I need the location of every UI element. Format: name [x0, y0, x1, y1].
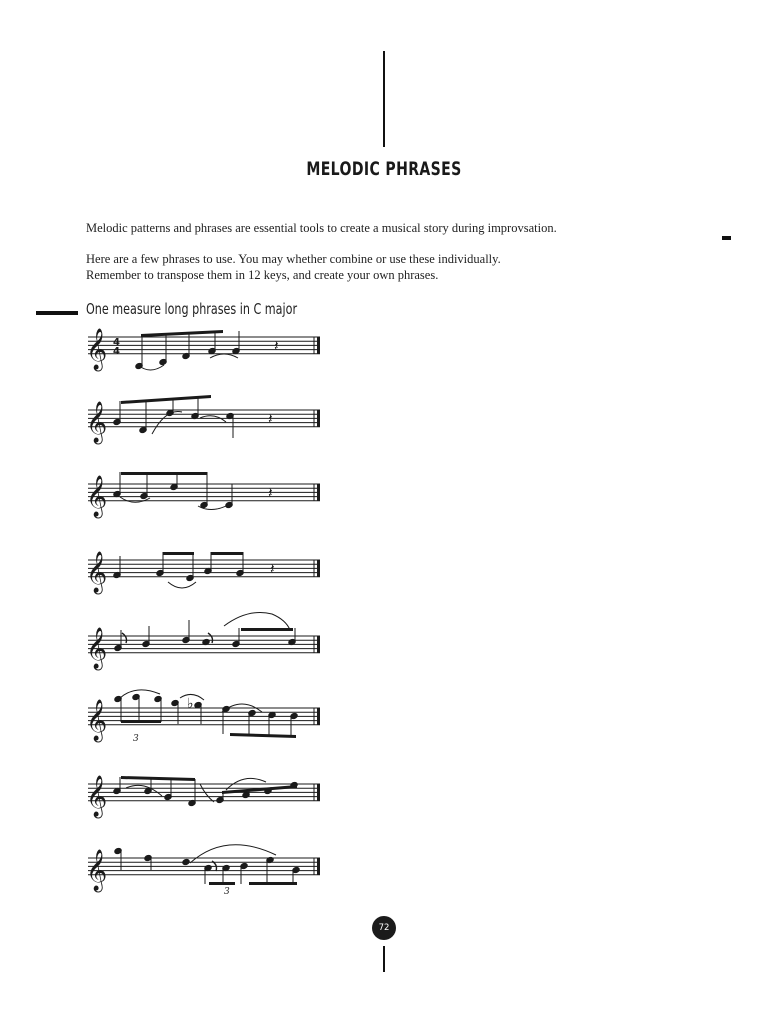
treble-clef-icon: 𝄞 [86, 776, 108, 817]
quarter-rest-icon: 𝄽 [268, 484, 273, 502]
staff-1 [88, 337, 320, 354]
quarter-rest-icon: 𝄽 [268, 410, 273, 428]
treble-clef-icon: 𝄞 [86, 476, 108, 517]
treble-clef-icon: 𝄞 [86, 700, 108, 741]
flags [122, 633, 217, 871]
time-signature-bottom: 4 [113, 346, 120, 357]
treble-clef-icon: 𝄞 [86, 628, 108, 669]
triplet-mark: 3 [224, 887, 230, 897]
staff-2 [88, 410, 320, 427]
page-title: MELODIC PHRASES [306, 158, 462, 180]
triplet-mark: 3 [133, 734, 139, 744]
flat-sign-icon: ♭ [187, 696, 194, 712]
page-number-badge: 72 [372, 916, 396, 940]
quarter-rest-icon: 𝄽 [270, 560, 275, 578]
quarter-rest-icon: 𝄽 [274, 337, 279, 355]
bottom-divider-line [383, 946, 385, 972]
final-barlines [314, 337, 320, 875]
intro-line-2: Here are a few phrases to use. You may whether combine or use these individually. [86, 252, 501, 266]
treble-clef-icon: 𝄞 [86, 552, 108, 593]
staff-4 [88, 560, 320, 577]
time-signature-top: 4 [113, 337, 120, 348]
intro-line-1: Melodic patterns and phrases are essential tools to create a musical story during improvsation. [86, 221, 557, 235]
intro-line-3: Remember to transpose them in 12 keys, and create your own phrases. [86, 268, 439, 282]
treble-clef-icon: 𝄞 [86, 329, 108, 370]
staff-8 [88, 858, 320, 875]
treble-clef-icon: 𝄞 [86, 402, 108, 443]
notehead [182, 858, 190, 865]
treble-clef-icon: 𝄞 [86, 850, 108, 891]
section-heading: One measure long phrases in C major [86, 300, 298, 318]
